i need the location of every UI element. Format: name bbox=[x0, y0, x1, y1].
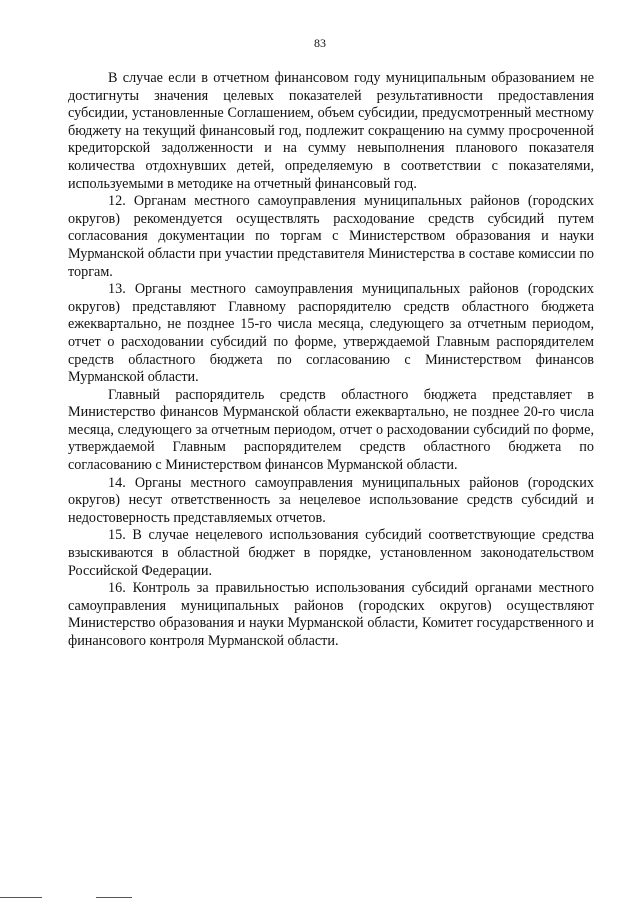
paragraph-item-13: 13. Органы местного самоуправления муниципальных районов (городских округов) представляют Главному распорядителю средств областного бюджета ежеквартально, не позднее 15-го числа месяца, следующего за отчетным периодом, отчет о расходовании субсидий по форме, утверждаемой Главным распорядителем средств областного бюджета по согласованию с Министерством финансов Мурманской области. bbox=[68, 281, 594, 386]
paragraph-main-administrator-report: Главный распорядитель средств областного бюджета представляет в Министерство финансов Мурманской области ежеквартально, не позднее 20-го числа месяца, следующего за отчетным периодом, отчет о расходовании субсидий по форме, утверждаемой Главным распорядителем средств областного бюджета по согласованию с Министерством финансов Мурманской области. bbox=[68, 386, 594, 474]
paragraph-target-indicators: В случае если в отчетном финансовом году муниципальным образованием не достигнуты значения целевых показателей результативности предоставления субсидии, установленные Соглашением, объем субсидии, предусмотренный местному бюджету на текущий финансовый год, подлежит сокращению на сумму просроченной кредиторской задолженности и на сумму невыполнения планового показателя количества отдохнувших детей, определяемую в соответствии с показателями, используемыми в методике на отчетный финансовый год. bbox=[68, 70, 594, 192]
paragraph-item-14: 14. Органы местного самоуправления муниципальных районов (городских округов) несут ответственность за нецелевое использование средств субсидий и недостоверность представляемых отчетов. bbox=[68, 474, 594, 526]
paragraph-item-15: 15. В случае нецелевого использования субсидий соответствующие средства взыскиваются в областной бюджет в порядке, установленном законодательством Российской Федерации. bbox=[68, 527, 594, 579]
document-body bbox=[68, 70, 594, 651]
footer-divider-left bbox=[0, 897, 42, 898]
paragraph-item-12: 12. Органам местного самоуправления муниципальных районов (городских округов) рекомендуется осуществлять расходование средств субсидий путем согласования документации по торгам с Министерством образования и науки Мурманской области при участии представителя Министерства в составе комиссии по торгам. bbox=[68, 193, 594, 280]
footer-divider-right bbox=[96, 897, 132, 898]
paragraph-item-16: 16. Контроль за правильностью использования субсидий органами местного самоуправления муниципальных районов (городских округов) осуществляют Министерство образования и науки Мурманской области, Комитет государственного и финансового контроля Мурманской области. bbox=[68, 580, 594, 649]
page-number: 83 bbox=[314, 36, 326, 50]
